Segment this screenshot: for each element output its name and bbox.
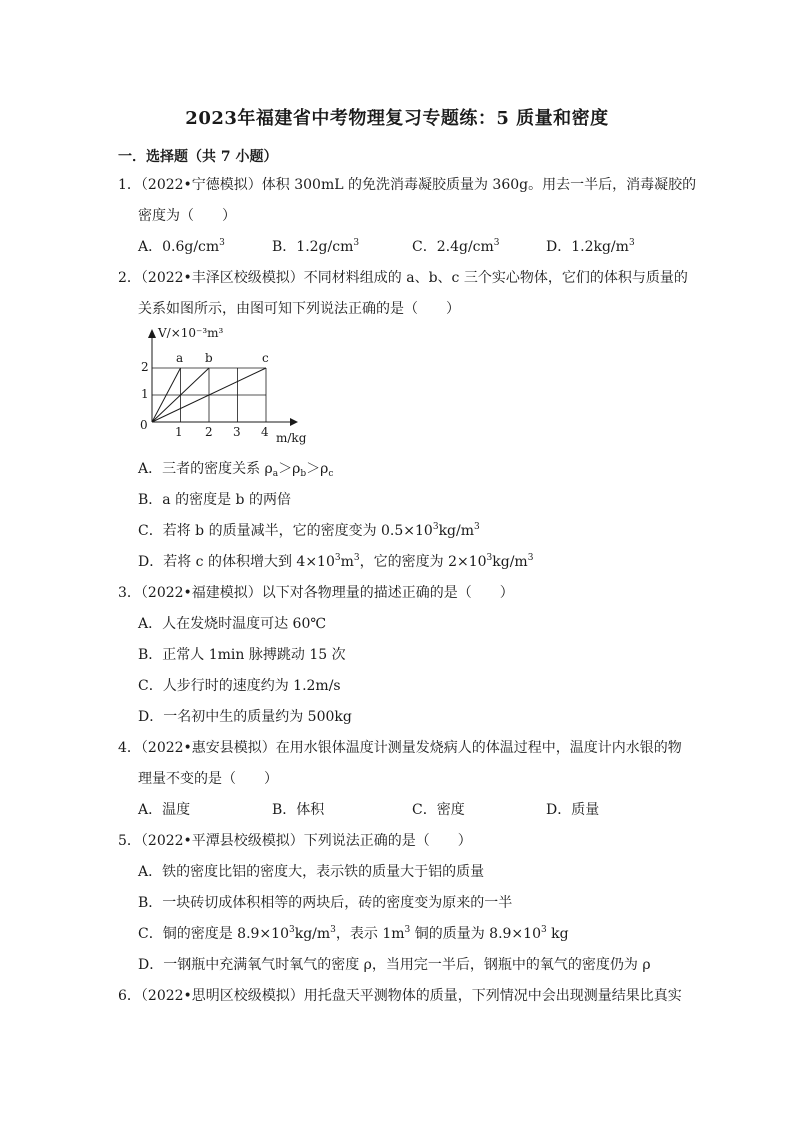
q3-option-d[interactable]: D．一名初中生的质量约为 500kg [138, 709, 352, 725]
x-axis-arrow [290, 418, 298, 426]
q5-option-a[interactable]: A．铁的密度比铝的密度大，表示铁的质量大于铝的质量 [138, 864, 485, 880]
series-label-c: c [262, 351, 269, 365]
q1-options [138, 238, 635, 256]
q2-option-b[interactable]: B．a 的密度是 b 的两倍 [138, 492, 291, 508]
q1-stem-line2: 密度为（ ） [138, 208, 236, 224]
q5-stem: 5．（2022•平潭县校级模拟）下列说法正确的是（ ） [118, 833, 472, 849]
y-axis-label: V/×10⁻³m³ [158, 326, 224, 340]
q4-option-d[interactable]: D．质量 [546, 802, 600, 818]
q1-stem-line1: 1．（2022•宁德模拟）体积 300mL 的免洗消毒凝胶质量为 360g。用去一半后，消毒凝胶的 [118, 177, 697, 193]
page-title: 2023年福建省中考物理复习专题练：5 质量和密度 [185, 108, 609, 129]
q5-option-c[interactable]: C．铜的密度是 $8.9\times 10^3kg/m^3$，表示 $1m^3$ 铜的质量为 $8.9\times 10^3$ kg [138, 925, 569, 942]
y-axis-arrow [148, 329, 156, 338]
q4-option-a[interactable]: A．温度 [138, 802, 191, 818]
q5-option-b[interactable]: B．一块砖切成体积相等的两块后，砖的密度变为原来的一半 [138, 895, 513, 911]
q2-option-d[interactable]: D．若将 c 的体积增大到 $4\times 10^3m^3$，它的密度为 $2\times 10^3kg/m^3$ [138, 553, 534, 570]
y-tick-label: 2 [141, 360, 149, 374]
q2-stem-line2: 关系如图所示，由图可知下列说法正确的是（ ） [138, 301, 460, 317]
q3-stem: 3．（2022•福建模拟）以下对各物理量的描述正确的是（ ） [118, 585, 514, 601]
series-label-b: b [205, 351, 213, 365]
q5-option-d[interactable]: D．一钢瓶中充满氧气时氧气的密度 ρ，当用完一半后，钢瓶中的氧气的密度仍为 ρ [138, 957, 651, 973]
x-axis-label: m/kg [276, 431, 307, 445]
series-label-a: a [176, 351, 184, 365]
q2-option-c[interactable]: C．若将 b 的质量减半，它的密度变为 $0.5\times 10^3kg/m^3$ [138, 522, 480, 539]
q2-option-a[interactable]: A．三者的密度关系 $\rho_a>\rho_b>\rho_c$ [138, 461, 334, 479]
y-tick-label: 1 [141, 387, 149, 401]
x-tick-label: 1 [175, 425, 183, 439]
q1-option-a[interactable]: A．$0.6g/cm^3$ [138, 238, 225, 255]
q3-option-a[interactable]: A．人在发烧时温度可达 60℃ [138, 616, 327, 632]
q3-option-c[interactable]: C．人步行时的速度约为 1.2m/s [138, 678, 341, 694]
q4-option-b[interactable]: B．体积 [272, 802, 325, 818]
q4-options [138, 801, 599, 819]
q6-stem-line1: 6．（2022•思明区校级模拟）用托盘天平测物体的质量，下列情况中会出现测量结果比真实 [118, 988, 682, 1004]
q4-stem-line1: 4．（2022•惠安县模拟）在用水银体温度计测量发烧病人的体温过程中，温度计内水银的物 [118, 740, 682, 756]
volume-mass-graph [138, 326, 308, 448]
q4-option-c[interactable]: C．密度 [412, 802, 465, 818]
q1-option-b[interactable]: B．$1.2g/cm^3$ [272, 238, 360, 255]
x-tick-label: 2 [205, 425, 213, 439]
section-heading: 一．选择题（共 7 小题） [118, 149, 278, 165]
q1-option-c[interactable]: C．$2.4g/cm^3$ [412, 238, 500, 255]
graph-origin-label: 0 [140, 418, 148, 432]
q3-option-b[interactable]: B．正常人 1min 脉搏跳动 15 次 [138, 647, 346, 663]
q1-option-d[interactable]: D．$1.2kg/m^3$ [546, 238, 635, 255]
x-tick-label: 4 [261, 425, 269, 439]
q4-stem-line2: 理量不变的是（ ） [138, 771, 278, 787]
q2-stem-line1: 2．（2022•丰泽区校级模拟）不同材料组成的 a、b、c 三个实心物体，它们的体积与质量的 [118, 270, 688, 286]
x-tick-label: 3 [233, 425, 241, 439]
